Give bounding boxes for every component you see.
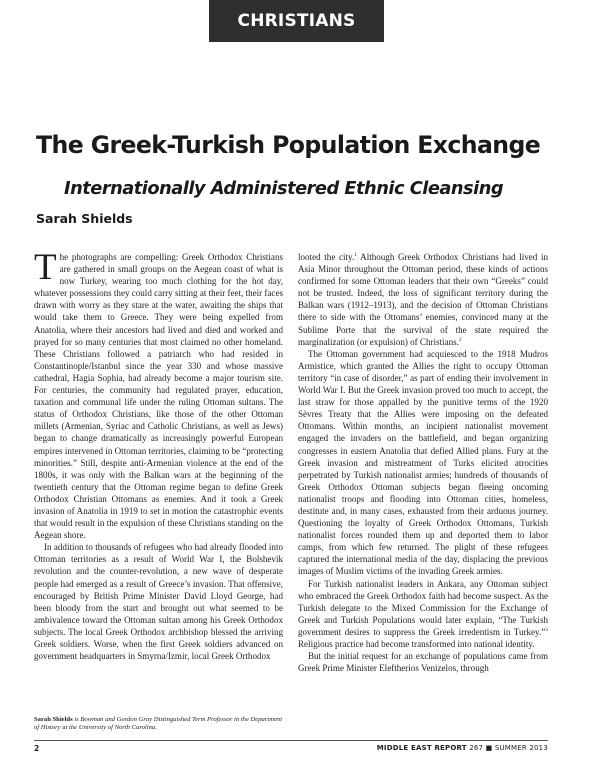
footnote-marker: 1 — [354, 251, 357, 258]
paragraph — [34, 247, 283, 541]
page-number: 2 — [34, 744, 40, 753]
author-bio-text: is Bowman and Gordon Gray Distinguished Term Professor in the Department of History at the University of North Carolina. — [34, 716, 283, 732]
body-column-right — [298, 251, 548, 674]
journal-footer — [377, 744, 548, 752]
journal-issue: 267 ■ SUMMER 2013 — [466, 744, 548, 752]
paragraph: The Ottoman government had acquiesced to the 1918 Mudros Armistice, which granted the Allies the right to occupy Ottoman territory “in case of disorder,” as part of ending their involvement in World War I. But the Greek invasion proved too much to accept, the last straw for those appalled by the punitive terms of the 1920 Sèvres Treaty that the Allies were imposing on the defeated Ottomans. Within months, an incipient nationalist movement engaged the invaders on the battlefield, and began organizing congresses in eastern Anatolia that defied Allied plans. Fury at the Greek invasion and mistreatment of Turks elicited atrocities perpetrated by Turkish nationalist armies; hundreds of thousands of Greek Orthodox Ottoman subjects began fleeing oncoming nationalist troops and flooding into Ottoman cities, homeless, destitute and, in many cases, exhausted from their arduous journey. Questioning the loyalty of Greek Orthodox Ottomans, Turkish nationalist forces rounded them up and deported them to labor camps, from which few returned. The plight of these refugees captured the international media of the day, displacing the previous images of Muslim victims of the invading Greek armies. — [298, 348, 548, 577]
paragraph: But the initial request for an exchange of populations came from Greek Prime Minister Eleftherios Venizelos, through — [298, 651, 548, 674]
body-column-left — [34, 247, 283, 662]
paragraph-text: For Turkish nationalist leaders in Ankara, any Ottoman subject who embraced the Greek Orthodox faith had become suspect. As the Turkish delegate to the Mixed Commission for the Exchange of Greek and Turkish Populations would later explain, “The Turkish government desires to suppress the Greek irredentism in Turkey.” — [298, 578, 548, 637]
article-title: The Greek-Turkish Population Exchange — [36, 131, 541, 159]
paragraph — [298, 251, 548, 348]
article-subtitle: Internationally Administered Ethnic Cleansing — [64, 178, 504, 199]
drop-cap: T — [34, 247, 57, 288]
paragraph-text: he photographs are compelling: Greek Orthodox Christians are gathered in small groups on the Aegean coast of what is now Turkey, wearing too much clothing for the hot day, whatever possessions they could carry sitting at their feet, their faces drawn with worry as they stare at the water, awaiting the ships that would take them to Greece. They were being expelled from Anatolia, where their ancestors had lived and died and worked and prayed for so many centuries that most claimed no other homeland. These Christians followed a patriarch who had resided in Constantinople/Istanbul since the year 330 and whose massive cathedral, Hagia Sophia, had already become a major tourism site. For centuries, the community had regulated prayer, education, taxation and communal life under the ruling Ottoman sultans. The status of Orthodox Christians, like those of the other Ottoman millets (Armenian, Syriac and Catholic Christians, as well as Jews) began to change dramatically as increasingly powerful European empires intervened in Ottoman territories, claiming to be “protecting minorities.” Still, despite anti-Armenian violence at the end of the 1800s, it was only with the Balkan wars at the beginning of the twentieth century that the Ottoman regime began to define Greek Orthodox Christian Ottomans as enemies. And it took a Greek invasion of Anatolia in 1919 to set in motion the catastrophic events that would result in the expulsion of these Christians standing on the Aegean shore. — [34, 252, 283, 541]
paragraph-text: looted the city. — [298, 252, 355, 262]
footnote-marker: 3 — [545, 626, 548, 633]
author-bio-note — [34, 716, 284, 733]
journal-name: MIDDLE EAST REPORT — [376, 744, 467, 752]
footnote-marker: 2 — [458, 336, 462, 343]
author-bio-name: Sarah Shields — [34, 716, 73, 723]
paragraph — [298, 578, 548, 651]
paragraph-text: Religious practice had become transformed into national identity. — [298, 639, 535, 649]
article-author: Sarah Shields — [36, 211, 133, 226]
paragraph: In addition to thousands of refugees who had already flooded into Ottoman territories as a result of World War I, the Bolshevik revolution and the counter-revolution, a new wave of desperate people had emerged as a result of Greece’s invasion. That offensive, encouraged by British Prime Minister David Lloyd George, had been bloody from the start and brought out what seemed to be ambivalence toward the Ottoman sultan among his Greek Orthodox subjects. The local Greek Orthodox archbishop blessed the arriving Greek soldiers. Worse, when the first Greek soldiers advanced on government headquarters in Smyrna/Izmir, local Greek Orthodox — [34, 542, 283, 662]
paragraph-text: Although Greek Orthodox Christians had lived in Asia Minor throughout the Ottoman period, these kinds of actions confirmed for some Ottoman leaders that their own “Greeks” could not be trusted. Indeed, the loss of significant territory during the Balkan wars (1912–1913), and the decision of Ottoman Christians there to side with the Ottomans’ enemies, convinced many at the Sublime Porte that the survival of the state required the marginalization (or expulsion) of Christians. — [298, 252, 548, 347]
footer-divider — [34, 740, 548, 741]
section-label: CHRISTIANS — [209, 0, 384, 42]
